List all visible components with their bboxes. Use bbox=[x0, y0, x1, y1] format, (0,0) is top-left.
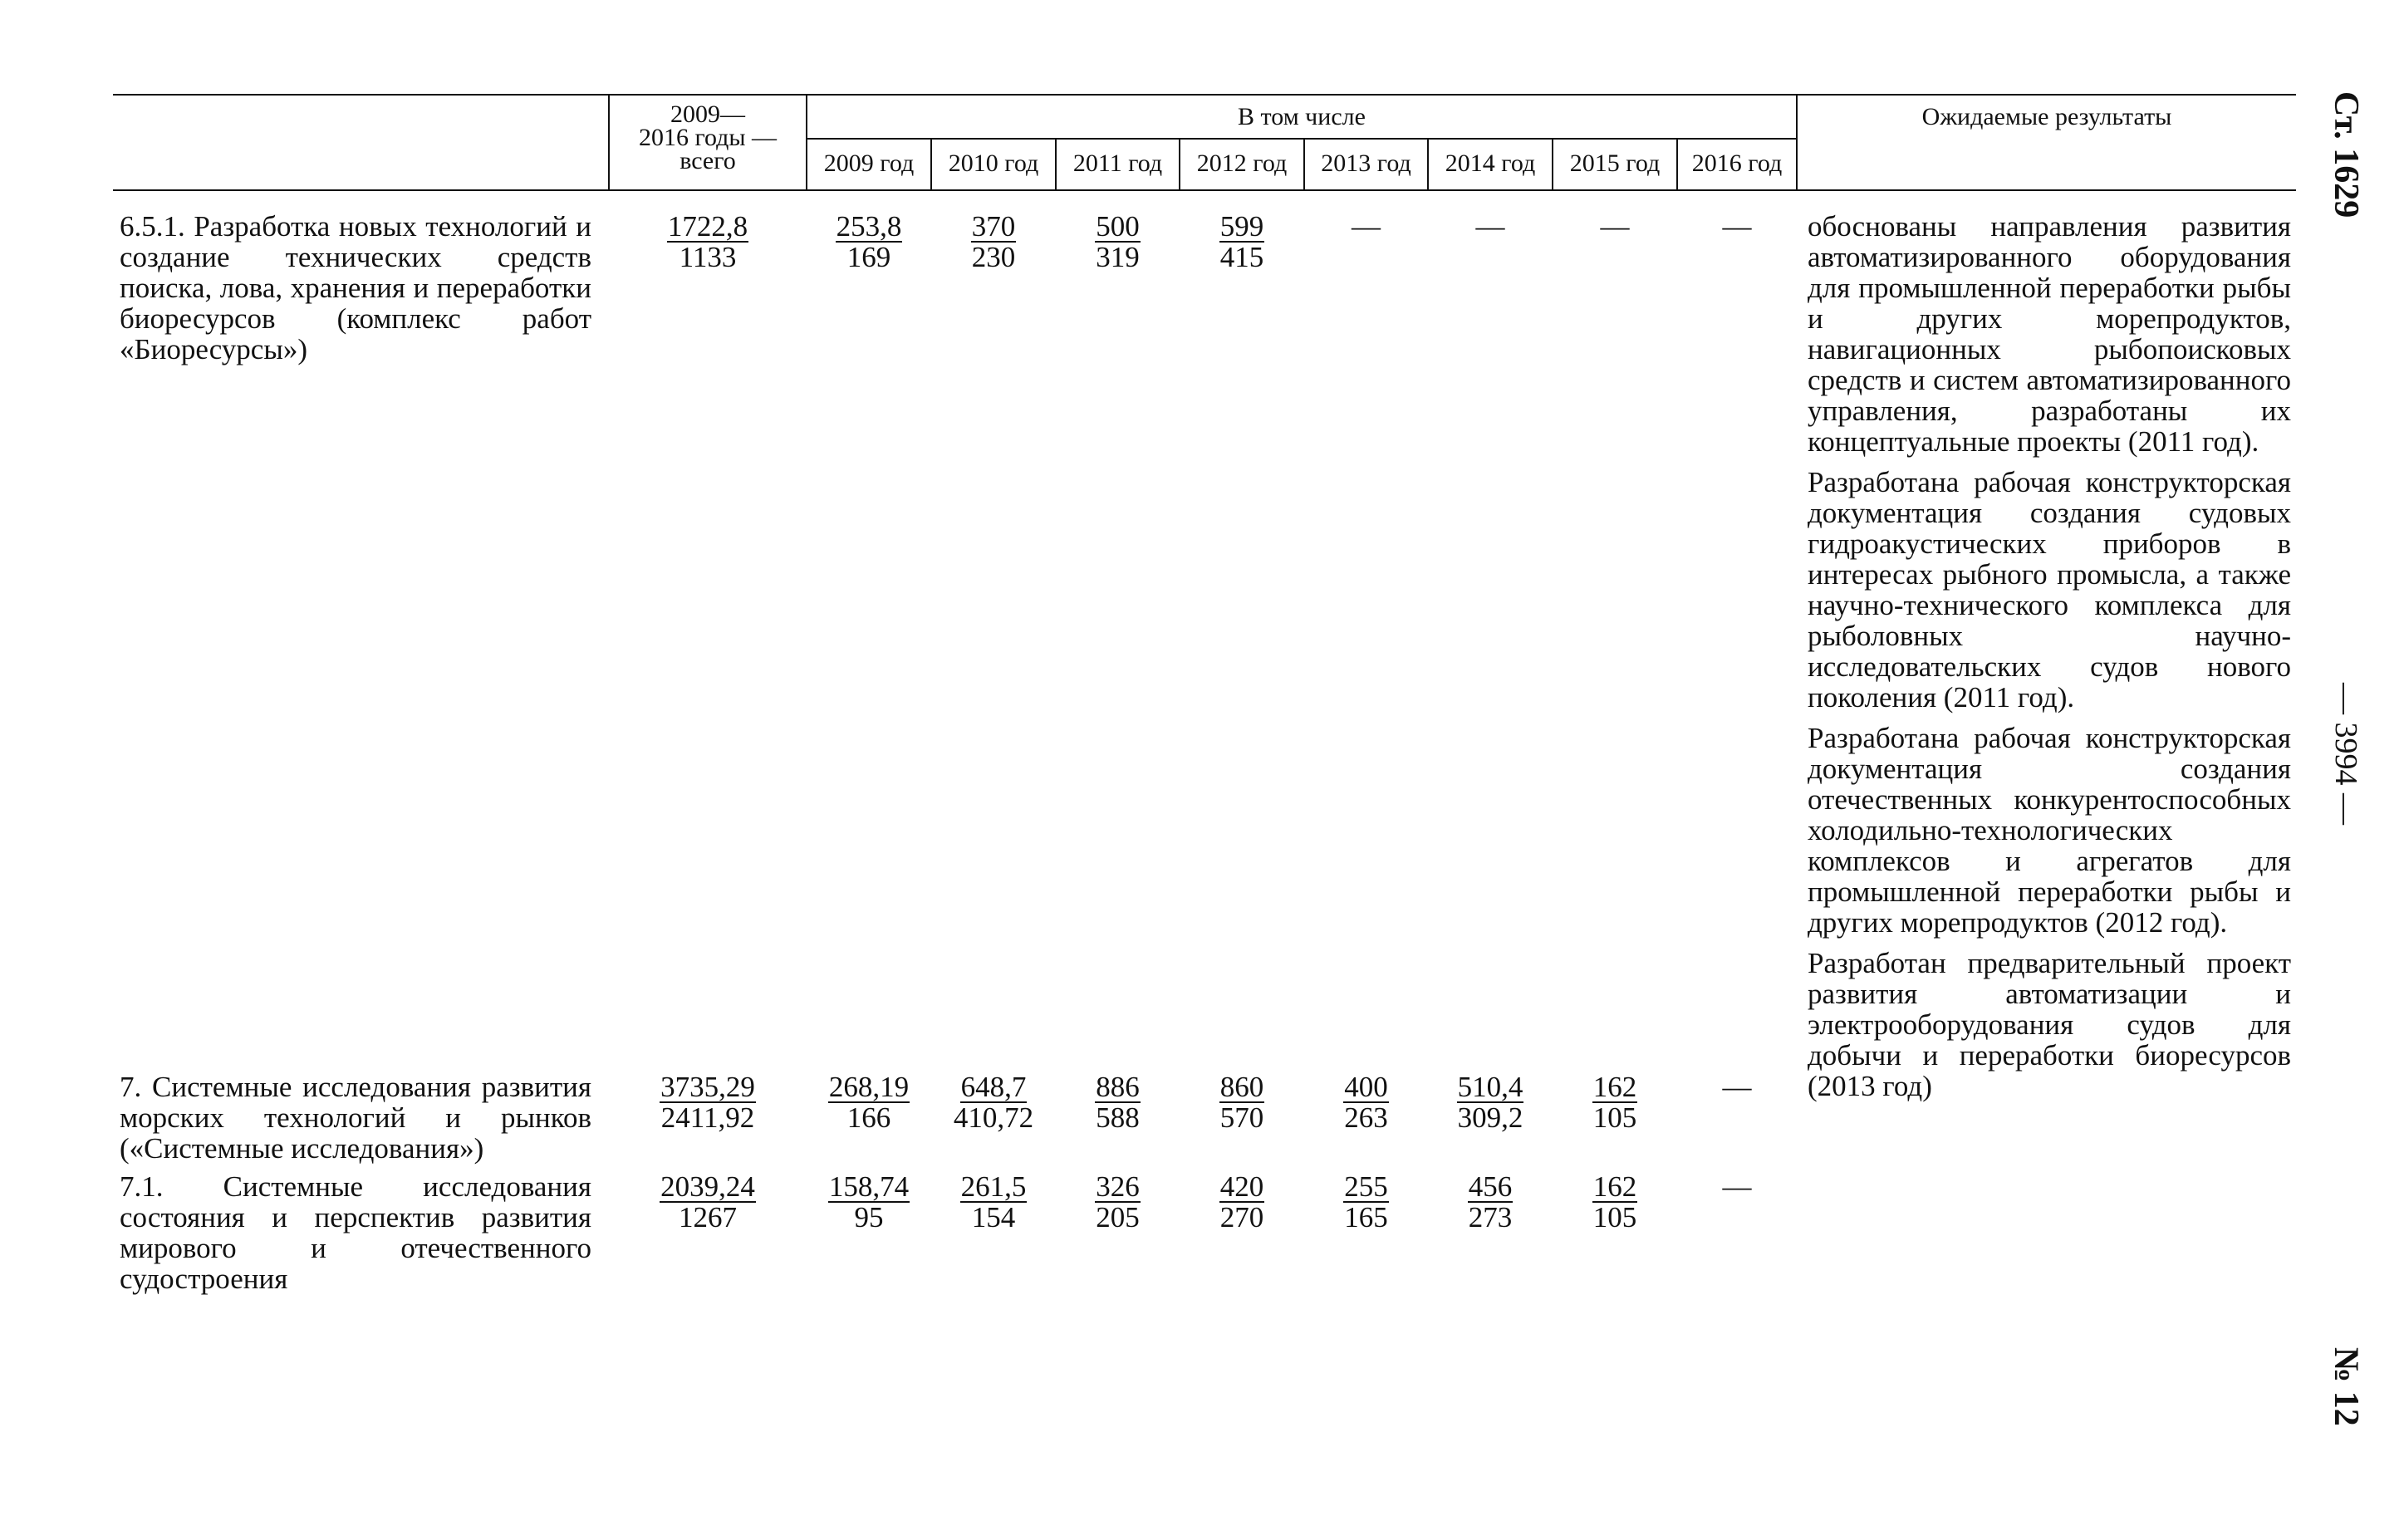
year-cell bbox=[1057, 1171, 1179, 1233]
header-total: 2009— 2016 годы — всего bbox=[638, 101, 778, 174]
cell-denominator: 230 bbox=[971, 241, 1016, 273]
header-results: Ожидаемые результаты bbox=[1921, 103, 2172, 130]
cell-denominator: 263 bbox=[1344, 1101, 1388, 1134]
year-cell bbox=[1057, 1072, 1179, 1133]
cell-numerator: 500 bbox=[1096, 210, 1140, 243]
cell-numerator: 420 bbox=[1219, 1170, 1264, 1203]
year-cell bbox=[807, 1072, 930, 1133]
cell-denominator: 95 bbox=[854, 1201, 884, 1233]
cell-denominator: 105 bbox=[1592, 1101, 1637, 1134]
year-cell bbox=[807, 1171, 930, 1233]
cell-denominator: 1133 bbox=[679, 241, 737, 273]
cell-numerator: 599 bbox=[1219, 210, 1264, 243]
empty-dash: — bbox=[1352, 210, 1381, 243]
year-cell bbox=[1180, 1171, 1303, 1233]
year-cell bbox=[1305, 1072, 1427, 1133]
header-year: 2009 год bbox=[823, 150, 915, 177]
header-year: 2014 год bbox=[1445, 150, 1536, 177]
header-year: 2013 год bbox=[1321, 150, 1411, 177]
cell-numerator: 255 bbox=[1344, 1170, 1388, 1203]
cell-denominator: 166 bbox=[846, 1101, 891, 1134]
year-cell bbox=[1057, 211, 1179, 272]
cell-denominator: 415 bbox=[1219, 241, 1264, 273]
cell-denominator: 205 bbox=[1096, 1201, 1140, 1233]
cell-denominator: 410,72 bbox=[953, 1101, 1034, 1134]
result-paragraph: Разработана рабочая конструкторская документация создания судовых гидроакустических приборов в интересах рыбного промысла, а также научно-технического комплекса для рыболовных научно-исследовательских судов нового поколения (2011 год). bbox=[1808, 466, 2291, 714]
total-cell bbox=[610, 1072, 806, 1133]
year-cell bbox=[932, 1171, 1055, 1233]
cell-numerator: 456 bbox=[1468, 1170, 1513, 1203]
year-cell bbox=[932, 211, 1055, 272]
cell-numerator: 3735,29 bbox=[660, 1071, 755, 1103]
cell-numerator: 648,7 bbox=[960, 1071, 1027, 1103]
page-reference: Ст. 1629 bbox=[2327, 91, 2365, 218]
year-cell bbox=[1429, 1072, 1552, 1133]
cell-denominator: 319 bbox=[1096, 241, 1140, 273]
cell-numerator: 510,4 bbox=[1457, 1071, 1523, 1103]
header-year: 2012 год bbox=[1196, 150, 1288, 177]
header-year: 2015 год bbox=[1569, 150, 1661, 177]
row-description: 7.1. Системные исследования состояния и перспектив развития мирового и отечественного судостроения bbox=[120, 1170, 591, 1295]
cell-numerator: 1722,8 bbox=[667, 210, 748, 243]
total-cell bbox=[610, 211, 806, 272]
cell-denominator: 309,2 bbox=[1457, 1101, 1523, 1134]
total-cell bbox=[610, 1171, 806, 1233]
row-description: 7. Системные исследования развития морских технологий и рынков («Системные исследования») bbox=[120, 1071, 591, 1165]
cell-denominator: 165 bbox=[1344, 1201, 1388, 1233]
cell-numerator: 326 bbox=[1096, 1170, 1140, 1203]
header-year: 2010 год bbox=[948, 150, 1039, 177]
year-cell bbox=[1429, 1171, 1552, 1233]
year-cell bbox=[1180, 211, 1303, 272]
cell-denominator: 588 bbox=[1096, 1101, 1140, 1134]
header-year: 2011 год bbox=[1072, 150, 1163, 177]
result-paragraph: Разработан предварительный проект развития автоматизации и электрооборудования судов для добычи и переработки биоресурсов (2013 год) bbox=[1808, 947, 2291, 1102]
cell-denominator: 273 bbox=[1468, 1201, 1513, 1233]
empty-dash: — bbox=[1475, 210, 1505, 243]
empty-dash: — bbox=[1722, 1071, 1752, 1103]
cell-denominator: 169 bbox=[846, 241, 891, 273]
year-cell bbox=[1305, 1171, 1427, 1233]
cell-numerator: 268,19 bbox=[828, 1071, 910, 1103]
cell-numerator: 253,8 bbox=[836, 210, 902, 243]
cell-denominator: 1267 bbox=[679, 1201, 737, 1233]
cell-numerator: 261,5 bbox=[960, 1170, 1027, 1203]
empty-dash: — bbox=[1600, 210, 1630, 243]
year-cell bbox=[807, 211, 930, 272]
header-group: В том числе bbox=[1238, 103, 1366, 130]
cell-denominator: 270 bbox=[1219, 1201, 1264, 1233]
cell-numerator: 2039,24 bbox=[660, 1170, 755, 1203]
cell-numerator: 400 bbox=[1344, 1071, 1388, 1103]
row-description: 6.5.1. Разработка новых технологий и создание технических средств поиска, лова, хранения и переработки биоресурсов (комплекс работ «Биоресурсы») bbox=[120, 210, 591, 365]
cell-numerator: 860 bbox=[1219, 1071, 1264, 1103]
header-bottom-rule bbox=[113, 189, 2296, 191]
issue-number: № 12 bbox=[2327, 1347, 2365, 1426]
cell-denominator: 154 bbox=[971, 1201, 1016, 1233]
year-cell bbox=[1180, 1072, 1303, 1133]
year-cell bbox=[1553, 1072, 1676, 1133]
header-top-rule bbox=[113, 94, 2296, 96]
page-number: — 3994 — bbox=[2328, 683, 2363, 825]
cell-numerator: 162 bbox=[1592, 1071, 1637, 1103]
cell-denominator: 2411,92 bbox=[660, 1101, 755, 1134]
year-cell bbox=[932, 1072, 1055, 1133]
cell-numerator: 162 bbox=[1592, 1170, 1637, 1203]
header-mid-rule bbox=[806, 138, 1796, 140]
result-paragraph: обоснованы направления развития автоматизированного оборудования для промышленной переработки рыбы и других морепродуктов, навигационных рыбопоисковых средств и систем автоматизированного управления, разработаны их концептуальные проекты (2011 год). bbox=[1808, 210, 2291, 458]
cell-denominator: 570 bbox=[1219, 1101, 1264, 1134]
header-year: 2016 год bbox=[1691, 150, 1783, 177]
empty-dash: — bbox=[1722, 1170, 1752, 1203]
empty-dash: — bbox=[1722, 210, 1752, 243]
expected-results bbox=[1808, 211, 2291, 1111]
cell-numerator: 886 bbox=[1096, 1071, 1140, 1103]
year-cell bbox=[1553, 1171, 1676, 1233]
cell-numerator: 158,74 bbox=[828, 1170, 910, 1203]
result-paragraph: Разработана рабочая конструкторская документация создания отечественных конкурентоспособных холодильно-технологических комплексов и агрегатов для промышленной переработки рыбы и других морепродуктов (2012 год). bbox=[1808, 722, 2291, 939]
cell-denominator: 105 bbox=[1592, 1201, 1637, 1233]
cell-numerator: 370 bbox=[971, 210, 1016, 243]
